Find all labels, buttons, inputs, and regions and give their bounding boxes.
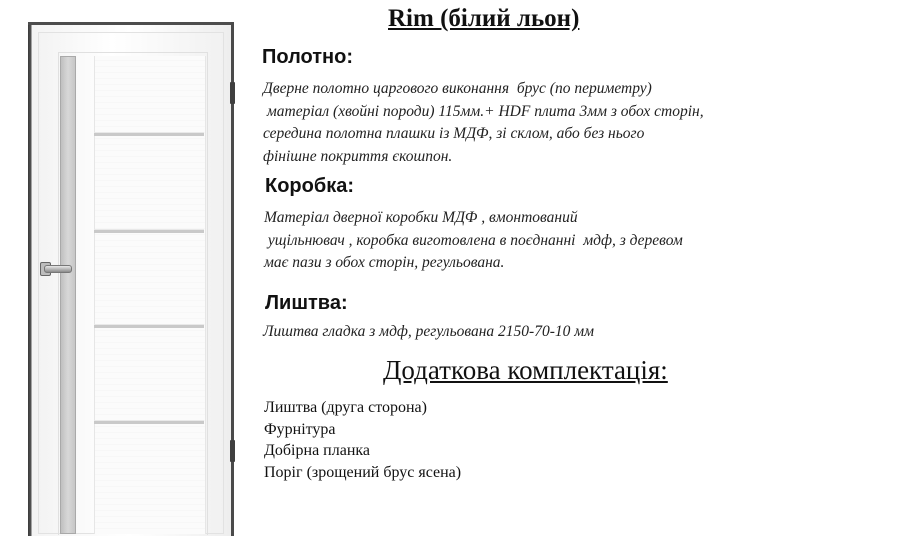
text-line: Матеріал дверної коробки МДФ , вмонтований	[264, 209, 578, 226]
section-heading-polotno: Полотно:	[262, 46, 354, 68]
list-item: Добірна планка	[264, 442, 371, 459]
extras-heading: Додаткова комплектація:	[383, 355, 668, 385]
text-line: має пази з обох сторін, регульована.	[264, 254, 505, 271]
text-line: ущільнювач , коробка виготовлена в поєднанні мдф, з деревом	[264, 231, 683, 249]
text-line: Дверне полотно царгового виконання брус (по периметру)	[263, 80, 652, 97]
section-text-korobka	[264, 207, 683, 275]
door-mullion	[94, 324, 204, 328]
section-text-polotno	[263, 78, 704, 168]
list-item: Фурнітура	[264, 420, 336, 438]
text-line: матеріал (хвойні породи) 115мм.+ HDF плита 3мм з обох сторін,	[263, 102, 704, 120]
section-heading-korobka: Коробка:	[265, 175, 355, 197]
section-text-lyshtva	[263, 321, 594, 344]
list-item: Лиштва (друга сторона)	[264, 399, 427, 416]
door-panel-area	[94, 56, 206, 534]
door-mullion	[94, 420, 204, 424]
list-item: Поріг (зрощений брус ясена)	[264, 463, 462, 481]
door-glass-strip	[60, 56, 76, 534]
door-handle-icon	[44, 265, 72, 273]
door-hinge	[230, 82, 235, 104]
section-heading-lyshtva: Лиштва:	[265, 292, 348, 314]
door-mullion	[94, 229, 204, 233]
text-line: фінішне покриття єкошпон.	[263, 147, 453, 165]
door-hinge	[230, 440, 235, 462]
text-line: середина полотна плашки із МДФ, зі склом, або без нього	[263, 125, 645, 142]
text-line: Лиштва гладка з мдф, регульована 2150-70-10 мм	[263, 323, 595, 340]
extras-list	[264, 397, 461, 483]
product-title: Rim (білий льон)	[388, 5, 580, 32]
door-mullion	[94, 132, 204, 136]
